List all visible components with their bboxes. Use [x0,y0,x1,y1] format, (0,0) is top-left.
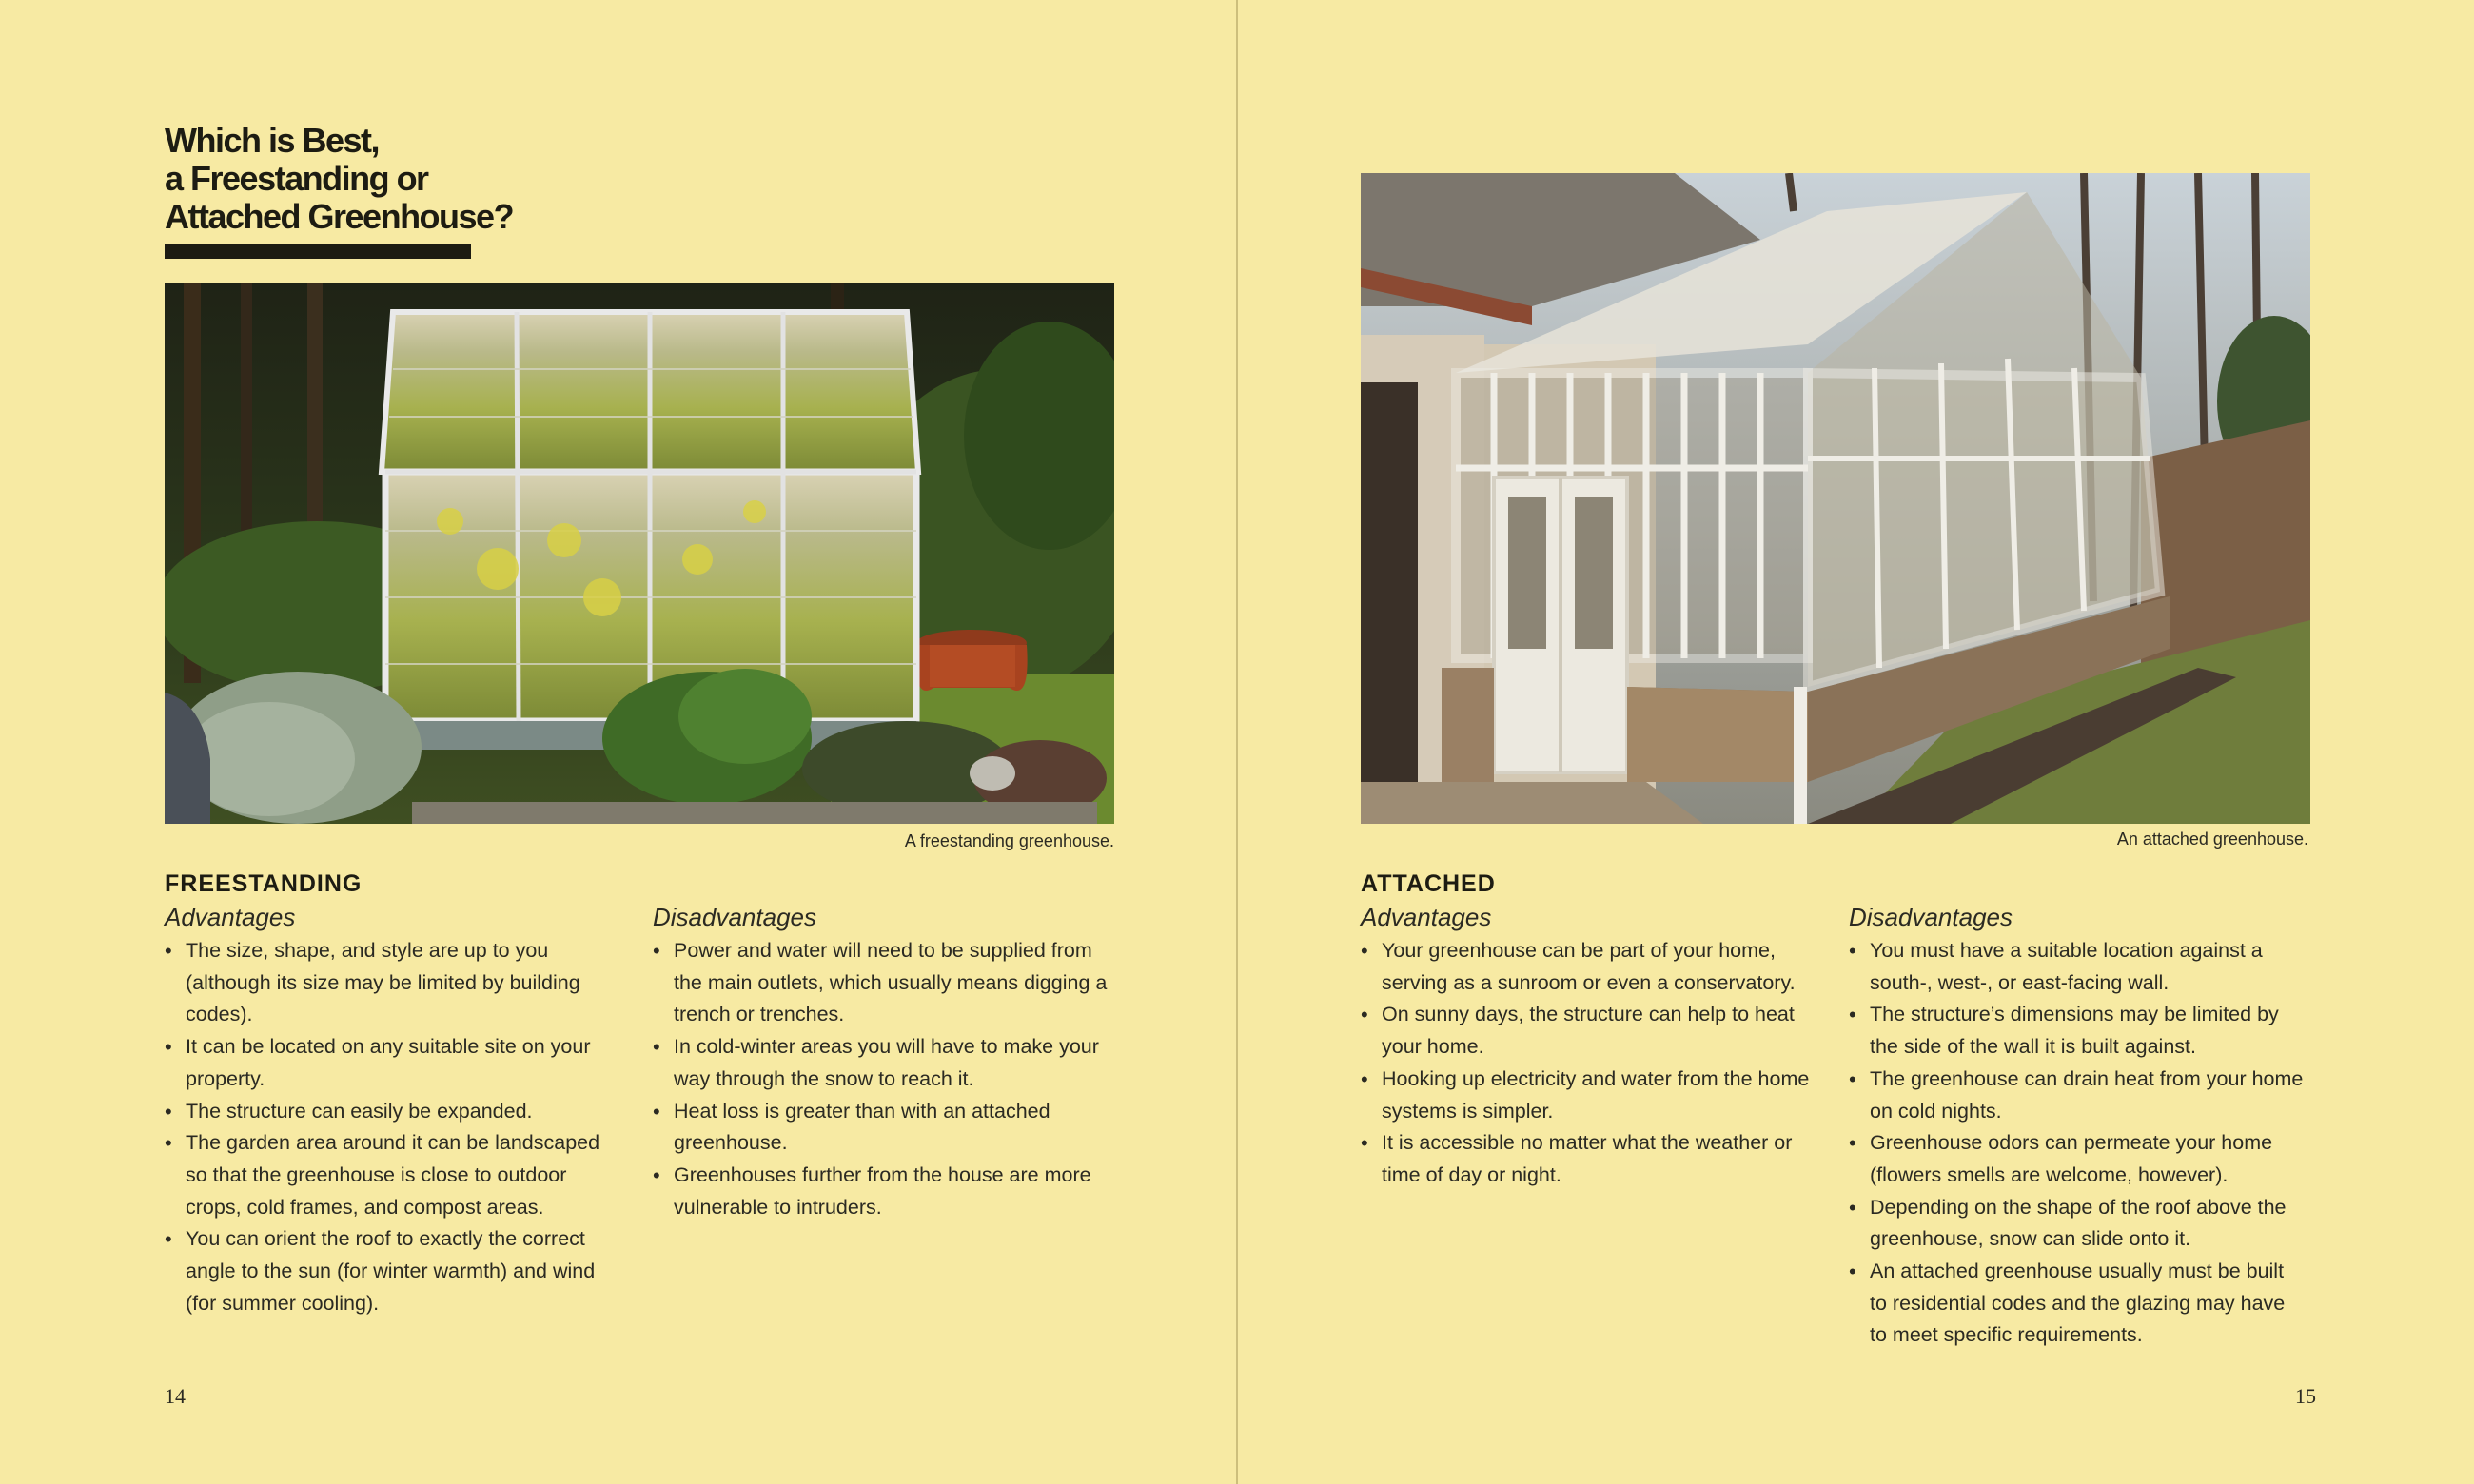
page-gutter [1236,0,1238,1484]
advantages-list [1361,935,1817,1192]
title-rule [165,244,471,259]
advantages-list [165,935,621,1319]
list-item: • An attached greenhouse usually must be built to residential codes and the glazing may have to meet specific requirements. [1849,1256,2306,1352]
photo-caption: A freestanding greenhouse. [904,831,1114,850]
advantages-column [1361,901,1817,1192]
title-line-1: Which is Best, [165,121,380,160]
disadvantages-list [1849,935,2306,1352]
right-page [1239,0,2474,1484]
list-item: • Power and water will need to be supplied from the main outlets, which usually means digging a trench or trenches. [653,935,1109,1031]
list-item: • Greenhouse odors can permeate your home (flowers smells are welcome, however). [1849,1127,2306,1191]
page-number: 15 [2295,1384,2316,1408]
list-item: • The structure’s dimensions may be limited by the side of the wall it is built against. [1849,999,2306,1063]
list-item: • The garden area around it can be landscaped so that the greenhouse is close to outdoor crops, cold frames, and compost areas. [165,1127,621,1223]
list-item: • You must have a suitable location against a south-, west-, or east-facing wall. [1849,935,2306,999]
photo-caption: An attached greenhouse. [2116,830,2308,849]
disadvantages-list [653,935,1109,1223]
section-heading-attached: ATTACHED [1361,870,1496,897]
freestanding-greenhouse-photo [165,283,1114,824]
list-item: • On sunny days, the structure can help to heat your home. [1361,999,1817,1063]
disadvantages-heading: Disadvantages [653,903,816,931]
list-item: • In cold-winter areas you will have to make your way through the snow to reach it. [653,1031,1109,1095]
title-line-3: Attached Greenhouse? [165,197,514,236]
advantages-heading: Advantages [1361,903,1492,931]
list-item: • Hooking up electricity and water from the home systems is simpler. [1361,1064,1817,1127]
disadvantages-heading: Disadvantages [1849,903,2013,931]
page-number: 14 [165,1384,186,1408]
title-line-2: a Freestanding or [165,159,428,198]
list-item: • Depending on the shape of the roof above the greenhouse, snow can slide onto it. [1849,1192,2306,1256]
list-item: • Your greenhouse can be part of your home, serving as a sunroom or even a conservatory. [1361,935,1817,999]
list-item: • Greenhouses further from the house are more vulnerable to intruders. [653,1160,1109,1223]
left-page [0,0,1235,1484]
list-item: • You can orient the roof to exactly the correct angle to the sun (for winter warmth) and wind (for summer cooling). [165,1223,621,1319]
advantages-heading: Advantages [165,903,296,931]
list-item: • The size, shape, and style are up to you (although its size may be limited by building codes). [165,935,621,1031]
page-title [165,122,602,236]
attached-greenhouse-photo [1361,173,2310,824]
list-item: • The greenhouse can drain heat from your home on cold nights. [1849,1064,2306,1127]
list-item: • It is accessible no matter what the weather or time of day or night. [1361,1127,1817,1191]
disadvantages-column [1849,901,2306,1352]
list-item: • The structure can easily be expanded. [165,1096,621,1128]
advantages-column [165,901,621,1319]
section-heading-freestanding: FREESTANDING [165,870,363,897]
list-item: • It can be located on any suitable site on your property. [165,1031,621,1095]
list-item: • Heat loss is greater than with an attached greenhouse. [653,1096,1109,1160]
disadvantages-column [653,901,1109,1223]
